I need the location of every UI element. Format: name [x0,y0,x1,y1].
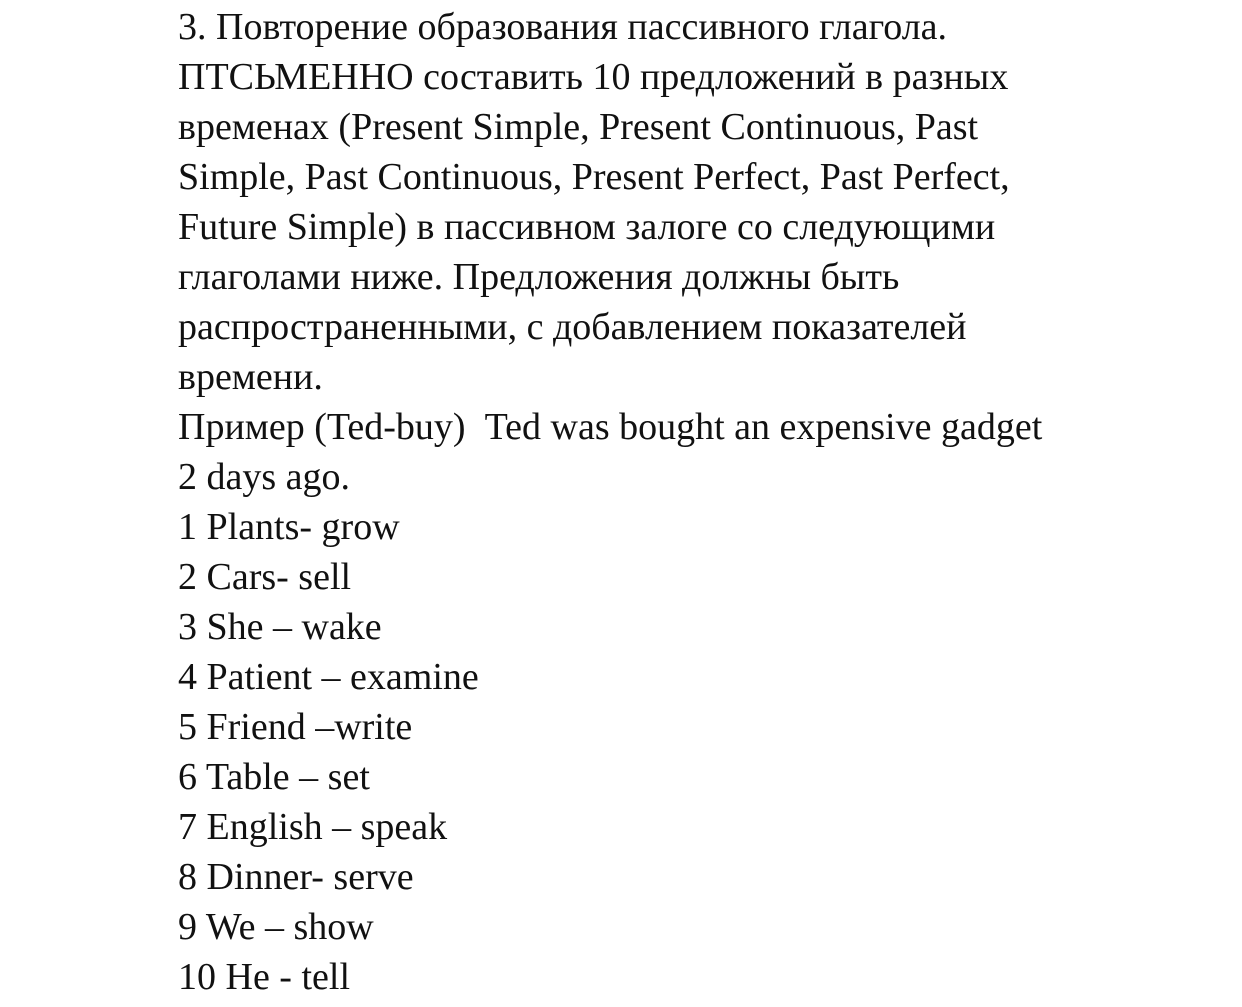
list-item: 7 English – speak [178,806,448,848]
list-item: 3 She – wake [178,606,382,648]
list-item: 1 Plants- grow [178,506,400,548]
task-line: ПТСЬМЕННО составить 10 предложений в разных [178,56,1009,98]
list-item: 8 Dinner- serve [178,856,414,898]
example [178,402,1178,502]
list-item: 6 Table – set [178,756,370,798]
list-item: 2 Cars- sell [178,556,352,598]
list-item: 9 We – show [178,906,374,948]
task-line: 3. Повторение образования пассивного глагола. [178,6,948,48]
list-item: 10 He - tell [178,956,351,998]
task-line: времени. [178,356,323,398]
list-item: 4 Patient – examine [178,656,479,698]
task-description [178,2,1178,402]
example-line: Пример (Ted-buy) Ted was bought an expensive gadget [178,406,1043,448]
task-line: Future Simple) в пассивном залоге со следующими [178,206,996,248]
list-item: 5 Friend –write [178,706,413,748]
task-line: глаголами ниже. Предложения должны быть [178,256,900,298]
task-line: Simple, Past Continuous, Present Perfect, Past Perfect, [178,156,1010,198]
task-line: временах (Present Simple, Present Continuous, Past [178,106,979,148]
verb-list [178,502,1178,1002]
example-line: 2 days ago. [178,456,351,498]
task-line: распространенными, с добавлением показателей [178,306,967,348]
document-body [178,2,1178,1002]
